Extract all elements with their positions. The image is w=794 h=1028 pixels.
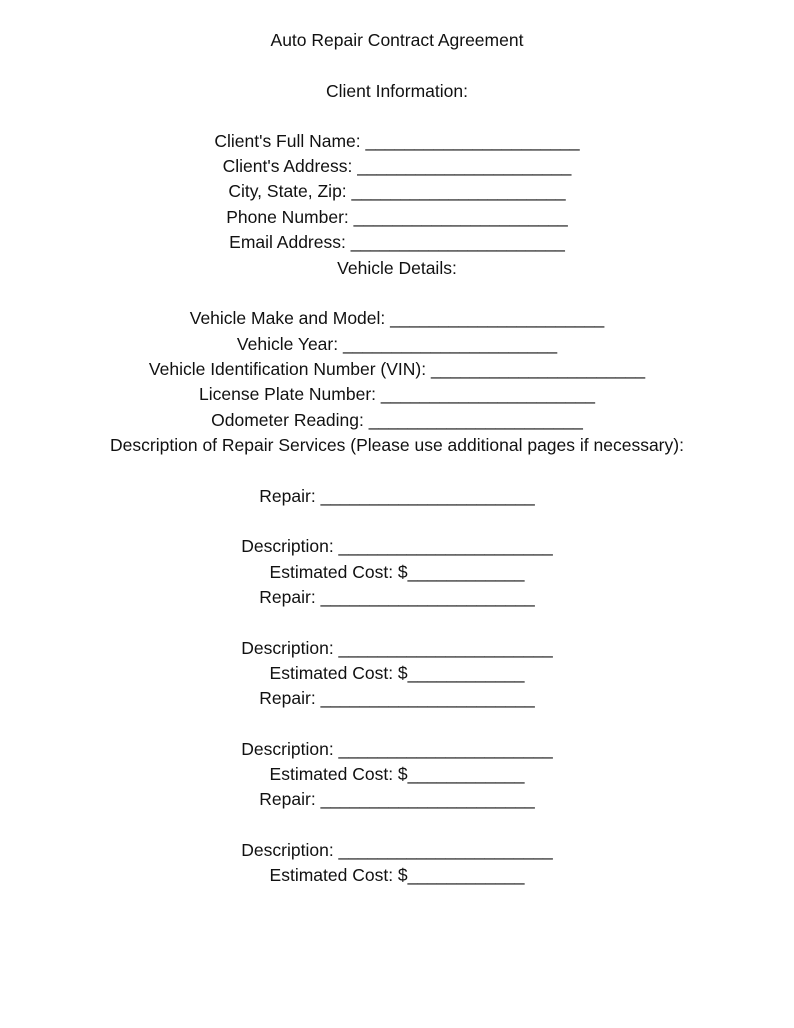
estimated-cost-field-2: Estimated Cost: $____________ xyxy=(269,663,525,683)
document-title: Auto Repair Contract Agreement xyxy=(270,30,524,50)
repair-services-heading: Description of Repair Services (Please use additional pages if necessary): xyxy=(110,435,684,455)
repair-field-2: Repair: ______________________ xyxy=(259,587,535,607)
vehicle-details-heading: Vehicle Details: xyxy=(337,258,457,278)
repair-field-1: Repair: ______________________ xyxy=(259,486,535,506)
estimated-cost-field-3: Estimated Cost: $____________ xyxy=(269,764,525,784)
repair-field-4: Repair: ______________________ xyxy=(259,789,535,809)
description-field-2: Description: ______________________ xyxy=(241,638,553,658)
estimated-cost-field-4: Estimated Cost: $____________ xyxy=(269,865,525,885)
estimated-cost-field-1: Estimated Cost: $____________ xyxy=(269,562,525,582)
odometer-reading-field: Odometer Reading: ______________________ xyxy=(211,410,583,430)
description-field-4: Description: ______________________ xyxy=(241,840,553,860)
license-plate-field: License Plate Number: ______________________ xyxy=(198,384,595,404)
client-info-heading: Client Information: xyxy=(325,81,468,101)
repair-field-3: Repair: ______________________ xyxy=(259,688,535,708)
vehicle-year-field: Vehicle Year: ______________________ xyxy=(236,334,558,354)
vehicle-make-model-field: Vehicle Make and Model: ______________________ xyxy=(189,308,605,328)
city-state-zip-field: City, State, Zip: ______________________ xyxy=(228,181,566,201)
description-field-1: Description: ______________________ xyxy=(241,536,553,556)
client-address-field: Client's Address: ______________________ xyxy=(222,156,572,176)
vin-field: Vehicle Identification Number (VIN): ______________________ xyxy=(148,359,646,379)
description-field-3: Description: ______________________ xyxy=(241,739,553,759)
client-full-name-field: Client's Full Name: ______________________ xyxy=(214,131,580,151)
phone-number-field: Phone Number: ______________________ xyxy=(226,207,568,227)
email-address-field: Email Address: ______________________ xyxy=(229,232,565,252)
